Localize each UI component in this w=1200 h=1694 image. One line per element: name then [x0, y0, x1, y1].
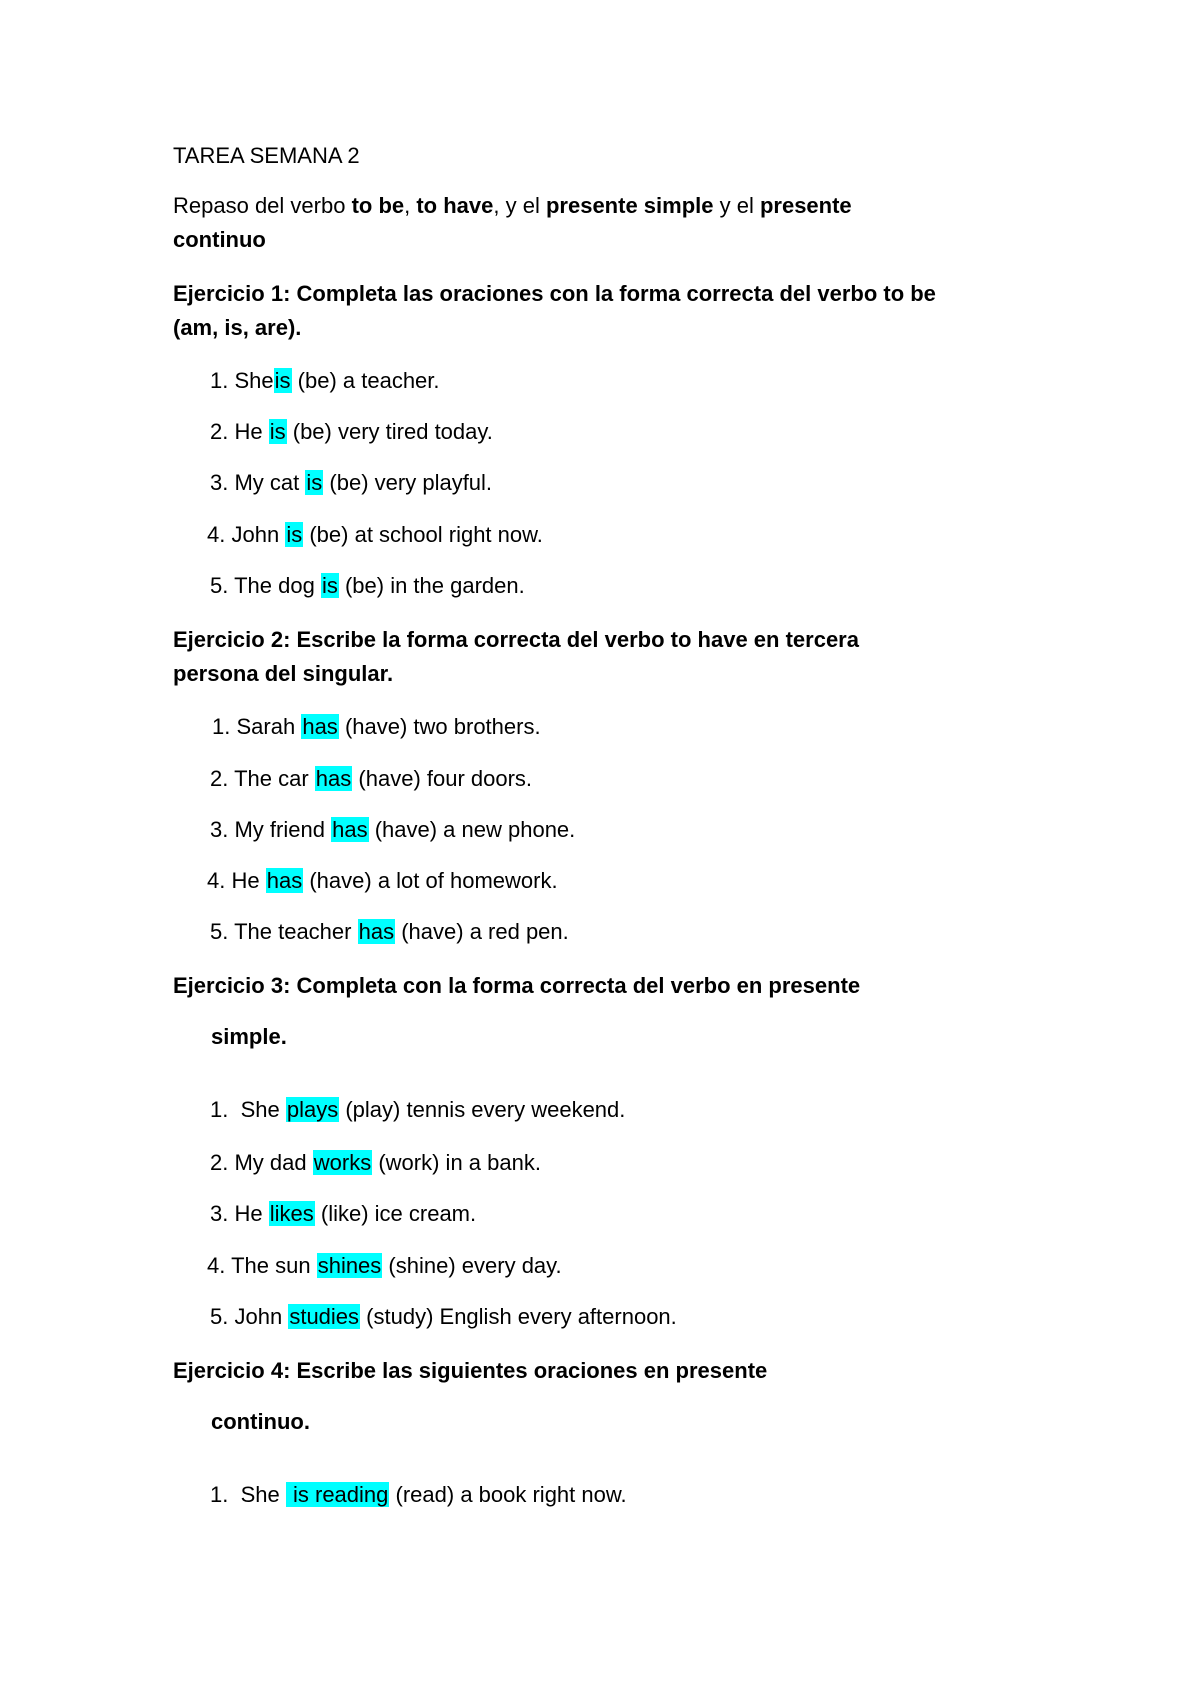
item-answer-highlight: has — [266, 868, 303, 893]
item-answer-highlight: has — [315, 766, 352, 791]
item-text-after: (have) four doors. — [358, 766, 533, 791]
intro-line-2: continuo — [173, 227, 266, 252]
item-answer-highlight: has — [358, 919, 395, 944]
item-text-after: (have) two brothers. — [344, 714, 541, 739]
item-answer-highlight: is — [269, 419, 286, 444]
item-text-after: (like) ice cream. — [320, 1201, 477, 1226]
intro-presente: presente — [759, 193, 852, 218]
item-text-before: The teacher — [234, 919, 352, 944]
exercise-2-item-1 — [212, 712, 541, 742]
item-text-before: She — [234, 1482, 280, 1507]
exercise-1-item-3 — [210, 468, 492, 498]
item-number: 1. — [210, 1482, 229, 1507]
exercise-2-item-2 — [210, 764, 532, 794]
item-text-after: (have) a red pen. — [401, 919, 569, 944]
intro-and: y el — [713, 193, 760, 218]
item-answer-highlight: has — [302, 714, 338, 739]
exercise-3-item-4 — [207, 1251, 562, 1281]
item-text-after: (have) a new phone. — [374, 817, 576, 842]
item-text-after: (study) English every afternoon. — [366, 1304, 677, 1329]
exercise-3-heading-line-1: Ejercicio 3: Completa con la forma correcta del verbo en presente — [173, 973, 861, 998]
item-answer-highlight: works — [313, 1150, 372, 1175]
item-number: 2. — [210, 419, 229, 444]
intro-to-be: to be — [351, 193, 405, 218]
item-number: 1. — [212, 714, 231, 739]
item-number: 3. — [210, 817, 229, 842]
exercise-2-heading-line-1: Ejercicio 2: Escribe la forma correcta del verbo to have en tercera — [173, 627, 859, 652]
item-number: 4. — [207, 1253, 226, 1278]
item-answer-highlight: has — [332, 817, 368, 842]
exercise-1-item-2 — [210, 417, 493, 447]
item-answer-highlight: is — [321, 573, 338, 598]
item-number: 4. — [207, 522, 226, 547]
item-number: 5. — [210, 1304, 229, 1329]
item-answer-highlight: is reading — [286, 1482, 389, 1507]
exercise-3-heading-line-2: simple. — [211, 1024, 287, 1049]
intro-comma: , — [404, 193, 417, 218]
item-answer-highlight: is — [274, 368, 291, 393]
item-text-before: She — [234, 368, 274, 393]
item-answer-highlight: likes — [269, 1201, 314, 1226]
item-text-before: The sun — [231, 1253, 311, 1278]
exercise-1-heading-line-2: (am, is, are). — [173, 315, 302, 340]
item-answer-highlight: is — [306, 470, 323, 495]
item-text-before: John — [234, 1304, 283, 1329]
item-text-before: The dog — [234, 573, 315, 598]
item-text-after: (be) very playful. — [329, 470, 493, 495]
item-text-before: The car — [234, 766, 309, 791]
item-answer-highlight: shines — [317, 1253, 382, 1278]
item-number: 2. — [210, 766, 229, 791]
item-number: 2. — [210, 1150, 229, 1175]
document-title: TAREA SEMANA 2 — [173, 143, 360, 168]
item-text-after: (have) a lot of homework. — [309, 868, 558, 893]
item-number: 5. — [210, 573, 229, 598]
item-text-before: My cat — [234, 470, 300, 495]
exercise-3-item-5 — [210, 1302, 677, 1332]
intro-line-1 — [173, 191, 852, 221]
exercise-2-item-3 — [210, 815, 575, 845]
item-text-before: He — [234, 1201, 263, 1226]
item-text-after: (play) tennis every weekend. — [345, 1097, 626, 1122]
item-number: 3. — [210, 470, 229, 495]
exercise-1-item-1 — [210, 366, 440, 396]
item-text-before: He — [234, 419, 263, 444]
item-text-before: My dad — [234, 1150, 307, 1175]
intro-to-have: to have — [416, 193, 494, 218]
exercise-4-item-1 — [210, 1480, 627, 1510]
item-number: 3. — [210, 1201, 229, 1226]
item-answer-highlight: studies — [289, 1304, 360, 1329]
item-text-before: She — [234, 1097, 280, 1122]
item-text-before: John — [231, 522, 280, 547]
item-answer-highlight: is — [286, 522, 303, 547]
item-text-after: (be) very tired today. — [292, 419, 493, 444]
exercise-2-item-5 — [210, 917, 569, 947]
item-text-after: (be) a teacher. — [297, 368, 440, 393]
intro-mid: , y el — [493, 193, 546, 218]
item-number: 1. — [210, 1097, 229, 1122]
item-number: 1. — [210, 368, 229, 393]
exercise-1-item-5 — [210, 571, 525, 601]
item-text-after: (read) a book right now. — [395, 1482, 627, 1507]
item-number: 5. — [210, 919, 229, 944]
item-text-after: (work) in a bank. — [378, 1150, 541, 1175]
item-number: 4. — [207, 868, 226, 893]
exercise-1-heading-line-1: Ejercicio 1: Completa las oraciones con la forma correcta del verbo to be — [173, 281, 936, 306]
exercise-4-heading-line-2: continuo. — [211, 1409, 310, 1434]
item-text-before: He — [231, 868, 260, 893]
item-text-after: (be) in the garden. — [344, 573, 525, 598]
intro-prefix: Repaso del verbo — [173, 193, 352, 218]
exercise-2-heading-line-2: persona del singular. — [173, 661, 394, 686]
exercise-3-item-2 — [210, 1148, 541, 1178]
item-answer-highlight: plays — [286, 1097, 339, 1122]
exercise-4-heading-line-1: Ejercicio 4: Escribe las siguientes oraciones en presente — [173, 1358, 768, 1383]
exercise-3-item-1 — [210, 1095, 625, 1125]
exercise-3-item-3 — [210, 1199, 476, 1229]
item-text-after: (be) at school right now. — [309, 522, 543, 547]
item-text-before: Sarah — [236, 714, 296, 739]
exercise-1-item-4 — [207, 520, 543, 550]
item-text-after: (shine) every day. — [388, 1253, 562, 1278]
intro-presente-simple: presente simple — [545, 193, 714, 218]
item-text-before: My friend — [234, 817, 325, 842]
exercise-2-item-4 — [207, 866, 558, 896]
